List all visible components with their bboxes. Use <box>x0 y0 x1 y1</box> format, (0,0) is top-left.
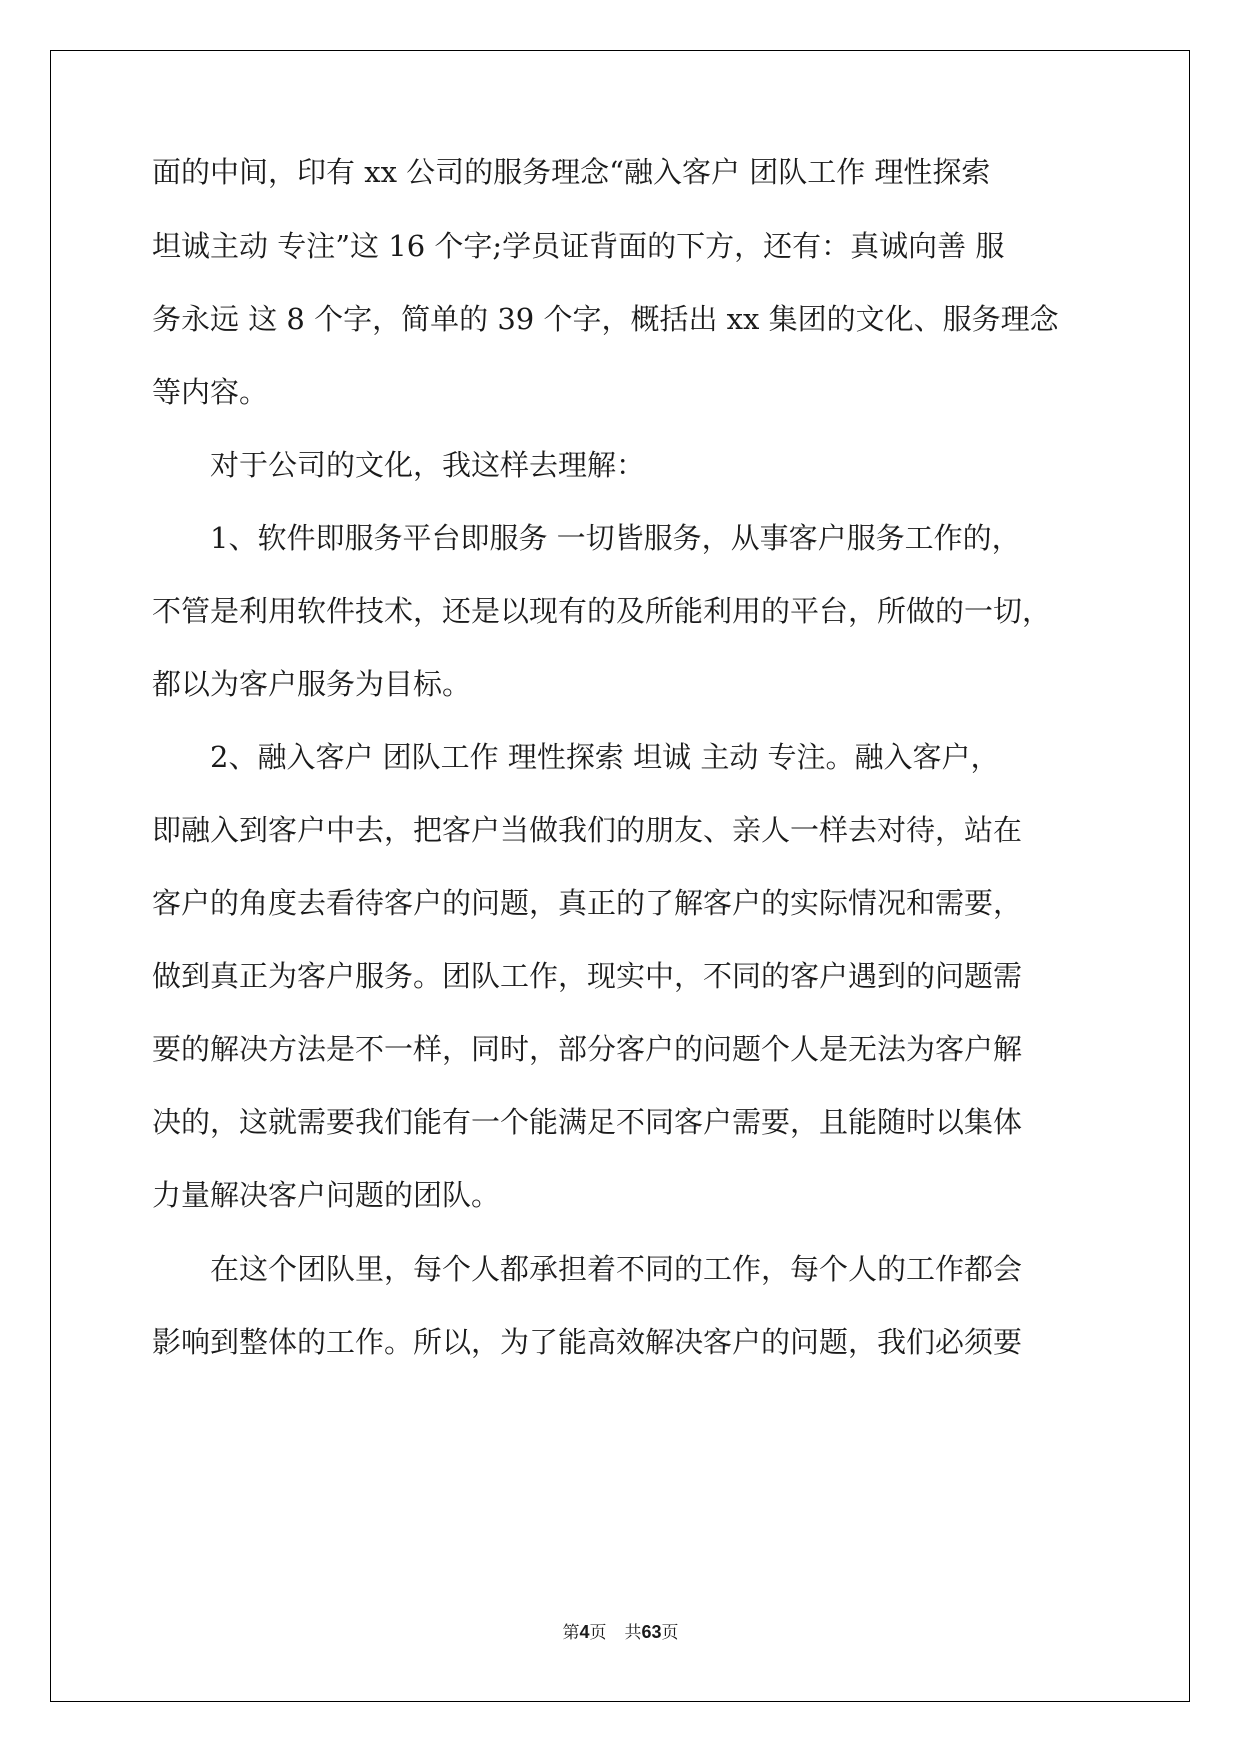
body-line-2: 坦诚主动 专注”这 16 个字;学员证背面的下方，还有：真诚向善 服 <box>152 229 1005 263</box>
page-number-footer <box>0 1620 1241 1645</box>
item-2-line-7: 力量解决客户问题的团队。 <box>152 1178 501 1212</box>
item-1-line-3: 都以为客户服务为目标。 <box>152 667 472 701</box>
page-border <box>50 50 1190 1702</box>
footer-total-prefix: 共 <box>624 1623 642 1643</box>
item-2-line-3: 客户的角度去看待客户的问题，真正的了解客户的实际情况和需要， <box>152 886 1023 920</box>
item-1-line-1: 1、软件即服务平台即服务 一切皆服务，从事客户服务工作的， <box>210 521 1021 555</box>
body-line-4: 等内容。 <box>152 375 269 409</box>
paragraph-culture-intro: 对于公司的文化，我这样去理解： <box>210 448 646 482</box>
item-2-line-2: 即融入到客户中去，把客户当做我们的朋友、亲人一样去对待，站在 <box>152 813 1023 847</box>
footer-prefix: 第 <box>562 1623 580 1643</box>
body-line-1: 面的中间，印有 xx 公司的服务理念“融入客户 团队工作 理性探索 <box>152 155 991 189</box>
item-2-line-6: 决的，这就需要我们能有一个能满足不同客户需要，且能随时以集体 <box>152 1105 1023 1139</box>
item-2-line-4: 做到真正为客户服务。团队工作，现实中，不同的客户遇到的问题需 <box>152 959 1023 993</box>
item-2-line-1: 2、融入客户 团队工作 理性探索 坦诚 主动 专注。融入客户， <box>210 740 1000 774</box>
total-pages-number: 63 <box>641 1622 662 1642</box>
team-paragraph-line-2: 影响到整体的工作。所以，为了能高效解决客户的问题，我们必须要 <box>152 1325 1023 1359</box>
footer-total-unit: 页 <box>661 1623 679 1643</box>
team-paragraph-line-1: 在这个团队里，每个人都承担着不同的工作，每个人的工作都会 <box>210 1252 1023 1286</box>
item-2-line-5: 要的解决方法是不一样，同时，部分客户的问题个人是无法为客户解 <box>152 1032 1023 1066</box>
footer-page-unit: 页 <box>589 1623 607 1643</box>
current-page-number: 4 <box>579 1622 590 1642</box>
item-1-line-2: 不管是利用软件技术，还是以现有的及所能利用的平台，所做的一切， <box>152 594 1052 628</box>
body-line-3: 务永远 这 8 个字，简单的 39 个字，概括出 xx 集团的文化、服务理念 <box>152 302 1059 336</box>
